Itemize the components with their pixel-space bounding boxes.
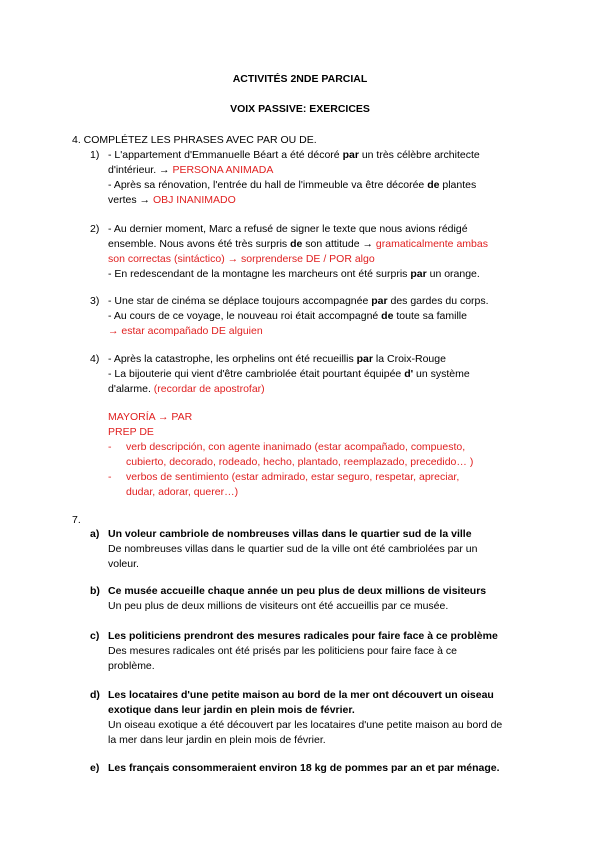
sentence-line: d'alarme. (recordar de apostrofar)	[108, 383, 265, 395]
annotation-red: gramaticalmente ambas	[375, 238, 488, 250]
item-number: 4)	[90, 353, 100, 365]
note-majority: MAYORÍA → PAR	[108, 411, 193, 423]
sentence-line: - Après sa rénovation, l'entrée du hall de l'immeuble va être décorée de plantes	[108, 179, 477, 191]
answer: De nombreuses villas dans le quartier sud de la ville ont été cambriolées par un	[108, 543, 478, 555]
bullet-dash: -	[108, 441, 112, 453]
sentence-line: - Après la catastrophe, les orphelins ont été recueillis par la Croix-Rouge	[108, 353, 446, 365]
answer: Des mesures radicales ont été prisés par les politiciens pour faire face à ce	[108, 645, 458, 657]
question: Les politiciens prendront des mesures radicales pour faire face à ce problème	[108, 630, 498, 642]
annotation-red: son correctas (sintáctico) → sorprenderse DE / POR algo	[108, 253, 375, 265]
sentence-line: - La bijouterie qui vient d'être cambriolée était pourtant équipée d' un système	[108, 368, 470, 380]
question: Un voleur cambriole de nombreuses villas dans le quartier sud de la ville	[108, 528, 472, 540]
document-page: ACTIVITÉS 2NDE PARCIAL VOIX PASSIVE: EXERCICES 4. COMPLÉTEZ LES PHRASES AVEC PAR OU DE. 1) - L'appartement d'Emmanuelle Béart a été décoré par un très célèbre architecte d'intérieur. → PERSONA ANIMADA - Après sa rénovation, l'entrée du hall de l'immeuble va être décorée de plantes vertes → OBJ INANIMADO 2) - Au dernier moment, Marc a refusé de signer le texte que nous avions rédigé ensemble. Nous avons été très surpris de son attitude → gramaticalmente ambas son correctas (sintáctico) → sorprenderse DE / POR algo - En redescendant de la montagne les marcheurs ont été surpris par un orange. 3) - Une star de cinéma se déplace toujours accompagnée par des gardes du corps. - Au cours de ce voyage, le nouveau roi était accompagné de toute sa famille → estar acompañado DE alguien 4) - Après la catastrophe, les orphelins ont été recueillis par la Croix-Rouge - La bijouterie qui vient d'être cambriolée était pourtant équipée d' un système d'alarme. (recordar de apostrofar) MAYORÍA → PAR PREP DE - verb descripción, con agente inanimado (estar acompañado, compuesto, cubierto, decorado, rodeado, hecho, plantado, reemplazado, precedido… ) - verbos de sentimiento (estar admirado, estar seguro, respetar, apreciar, dudar, adorar, querer…) 7. a) Un voleur cambriole de nombreuses villas dans le quartier sud de la ville De nombreuses villas dans le quartier sud de la ville ont été cambriolées par un voleur. b) Ce musée accueille chaque année un peu plus de deux millions de visiteurs Un peu plus de deux millions de visiteurs ont été accueillis par ce musée. c) Les politiciens prendront des mesures radicales pour faire face à ce problème Des mesures radicales ont été prisés par les politiciens pour faire face à ce problème. d) Les locataires d'une petite maison au bord de la mer ont découvert un oiseau exotique dans leur jardin en plein mois de février. Un oiseau exotique a été découvert par les locataires d'une petite maison au bord de la mer dans leur jardin en plein mois de février. e) Les français consommeraient environ 18 kg de pommes par an et par ménage.	[0, 0, 600, 848]
question: Les français consommeraient environ 18 kg de pommes par an et par ménage.	[108, 762, 500, 774]
exercise-4-heading: 4. COMPLÉTEZ LES PHRASES AVEC PAR OU DE.	[72, 134, 317, 146]
sentence-line: - En redescendant de la montagne les marcheurs ont été surpris par un orange.	[108, 268, 480, 280]
sentence-line: - Au dernier moment, Marc a refusé de signer le texte que nous avions rédigé	[108, 223, 468, 235]
sentence-line: - L'appartement d'Emmanuelle Béart a été décoré par un très célèbre architecte	[108, 149, 480, 161]
sentence-line: d'intérieur. → PERSONA ANIMADA	[108, 164, 274, 176]
note-bullet-1: - verb descripción, con agente inanimado (estar acompañado, compuesto, cubierto, decorado, rodeado, hecho, plantado, reemplazado, precedido… )	[108, 441, 474, 468]
question: Les locataires d'une petite maison au bord de la mer ont découvert un oiseau	[108, 689, 494, 701]
note-prep: PREP DE	[108, 426, 154, 438]
annotation-red: PERSONA ANIMADA	[172, 164, 274, 176]
answer: la mer dans leur jardin en plein mois de février.	[108, 734, 326, 746]
exercise-7-heading: 7.	[72, 514, 81, 526]
item-number: 3)	[90, 295, 100, 307]
annotation-red: → estar acompañado DE alguien	[108, 325, 263, 337]
bullet-dash: -	[108, 471, 112, 483]
item-number: 2)	[90, 223, 100, 235]
page-subtitle: VOIX PASSIVE: EXERCICES	[230, 103, 370, 115]
note-bullet-2: - verbos de sentimiento (estar admirado, estar seguro, respetar, apreciar, dudar, adorar, querer…)	[108, 471, 460, 498]
answer: problème.	[108, 660, 155, 672]
page-title: ACTIVITÉS 2NDE PARCIAL	[232, 73, 368, 85]
annotation-red: (recordar de apostrofar)	[153, 383, 265, 395]
answer: Un oiseau exotique a été découvert par les locataires d'une petite maison au bord de	[108, 719, 503, 731]
sentence-line: - Au cours de ce voyage, le nouveau roi était accompagné de toute sa famille	[108, 310, 467, 322]
annotation-red: OBJ INANIMADO	[152, 194, 236, 206]
question: Ce musée accueille chaque année un peu plus de deux millions de visiteurs	[108, 585, 487, 597]
sentence-line: vertes → OBJ INANIMADO	[108, 194, 236, 206]
item-number: 1)	[90, 149, 100, 161]
sentence-line: ensemble. Nous avons été très surpris de son attitude → gramaticalmente ambas	[108, 238, 488, 250]
sentence-line: - Une star de cinéma se déplace toujours accompagnée par des gardes du corps.	[108, 295, 489, 307]
answer: Un peu plus de deux millions de visiteurs ont été accueillis par ce musée.	[108, 600, 449, 612]
answer: voleur.	[108, 558, 139, 570]
question: exotique dans leur jardin en plein mois de février.	[108, 704, 355, 716]
